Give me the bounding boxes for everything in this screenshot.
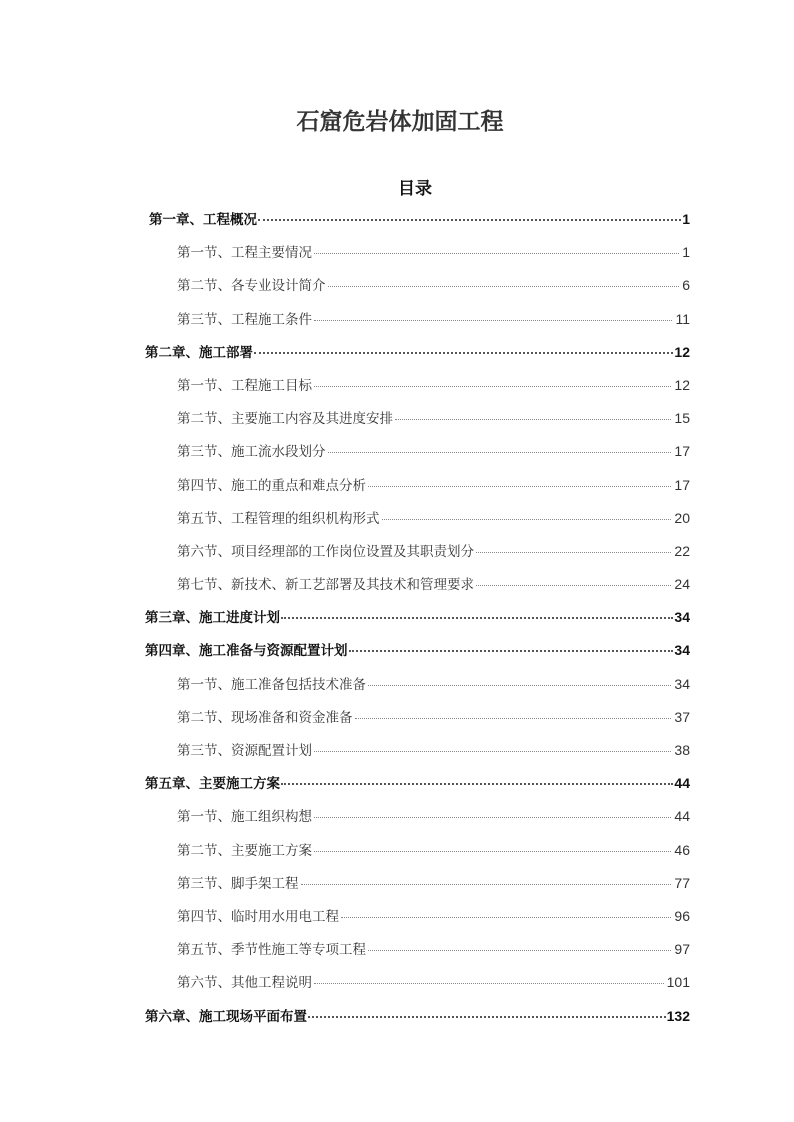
toc-entry-label: 第三节、资源配置计划: [177, 743, 312, 759]
toc-entry-label: 第五节、工程管理的组织机构形式: [177, 510, 380, 527]
dot-leader: [476, 552, 671, 553]
toc-entry-section[interactable]: [145, 938, 690, 971]
dot-leader: [281, 617, 673, 619]
toc-entry-section[interactable]: [145, 407, 690, 440]
toc-entry-page: 96: [674, 907, 690, 924]
toc-entry-page: 44: [674, 808, 690, 825]
dot-leader: [254, 352, 673, 354]
toc-entry-label: 第四节、施工的重点和难点分析: [177, 477, 366, 494]
table-of-contents: [145, 208, 690, 1038]
toc-entry-section[interactable]: [145, 274, 690, 307]
toc-entry-label: 第一节、工程主要情况: [177, 245, 312, 262]
toc-entry-label: 第五章、主要施工方案: [145, 776, 280, 793]
toc-entry-page: 38: [674, 742, 690, 758]
toc-entry-chapter-4[interactable]: [145, 639, 690, 672]
toc-entry-page: 44: [674, 775, 690, 792]
toc-entry-chapter-3[interactable]: [145, 606, 690, 639]
toc-entry-chapter-1[interactable]: [145, 208, 690, 241]
toc-entry-page: 1: [682, 244, 690, 261]
toc-entry-page: 24: [674, 576, 690, 593]
toc-entry-section[interactable]: [145, 805, 690, 838]
toc-entry-page: 37: [674, 708, 690, 725]
dot-leader: [314, 751, 671, 752]
toc-entry-chapter-2[interactable]: [145, 341, 690, 374]
toc-entry-label: 第二节、主要施工方案: [177, 842, 312, 859]
toc-entry-label: 第一节、施工组织构想: [177, 809, 312, 826]
toc-entry-page: 1: [682, 211, 690, 227]
toc-entry-page: 20: [674, 509, 690, 526]
toc-entry-section[interactable]: [145, 573, 690, 606]
dot-leader: [314, 386, 671, 387]
toc-entry-page: 34: [674, 609, 690, 626]
toc-heading: 目录: [398, 179, 432, 199]
toc-entry-page: 46: [674, 841, 690, 858]
toc-entry-page: 6: [682, 277, 690, 294]
toc-entry-label: 第七节、新技术、新工艺部署及其技术和管理要求: [177, 577, 474, 594]
toc-entry-section[interactable]: [145, 706, 690, 739]
toc-entry-page: 17: [674, 443, 690, 460]
dot-leader: [314, 320, 672, 321]
toc-entry-label: 第四章、施工准备与资源配置计划: [145, 643, 348, 660]
toc-entry-label: 第六章、施工现场平面布置: [145, 1008, 307, 1025]
toc-entry-label: 第三节、工程施工条件: [177, 311, 312, 328]
dot-leader: [382, 519, 672, 520]
toc-entry-page: 97: [674, 941, 690, 958]
document-title: 石窟危岩体加固工程: [296, 109, 504, 135]
toc-entry-chapter-6[interactable]: [145, 1005, 690, 1038]
dot-leader: [314, 983, 664, 984]
toc-entry-section[interactable]: [145, 540, 690, 573]
dot-leader: [314, 851, 671, 852]
toc-entry-page: 34: [674, 675, 690, 692]
dot-leader: [314, 817, 671, 818]
dot-leader: [328, 286, 680, 287]
dot-leader: [281, 783, 673, 785]
toc-entry-page: 12: [674, 376, 690, 393]
toc-entry-section[interactable]: [145, 872, 690, 905]
toc-entry-page: 11: [675, 310, 690, 327]
dot-leader: [368, 950, 671, 951]
toc-entry-section[interactable]: [145, 839, 690, 872]
toc-entry-label: 第一节、工程施工目标: [177, 377, 312, 394]
toc-entry-label: 第二节、现场准备和资金准备: [177, 709, 353, 726]
toc-entry-label: 第二节、主要施工内容及其进度安排: [177, 411, 393, 428]
toc-entry-label: 第五节、季节性施工等专项工程: [177, 942, 366, 959]
toc-entry-section[interactable]: [145, 739, 690, 772]
dot-leader: [355, 718, 672, 719]
toc-entry-section[interactable]: [145, 374, 690, 407]
toc-entry-page: 15: [674, 410, 690, 427]
toc-entry-page: 132: [666, 1007, 690, 1024]
toc-entry-page: 22: [674, 542, 690, 559]
toc-entry-label: 第二章、施工部署: [145, 344, 253, 361]
toc-entry-chapter-5[interactable]: [145, 772, 690, 805]
toc-entry-page: 34: [674, 642, 690, 659]
toc-entry-section[interactable]: [145, 440, 690, 473]
toc-entry-section[interactable]: [145, 308, 690, 341]
dot-leader: [368, 486, 671, 487]
dot-leader: [395, 419, 671, 420]
toc-entry-section[interactable]: [145, 971, 690, 1004]
dot-leader: [314, 253, 679, 254]
toc-entry-section[interactable]: [145, 474, 690, 507]
toc-entry-page: 77: [674, 874, 690, 891]
toc-entry-section[interactable]: [145, 905, 690, 938]
toc-entry-label: 第三章、施工进度计划: [145, 610, 280, 627]
toc-entry-page: 12: [674, 343, 690, 360]
dot-leader: [368, 685, 671, 686]
toc-entry-label: 第二节、各专业设计简介: [177, 278, 326, 295]
toc-entry-label: 第三节、脚手架工程: [177, 875, 299, 892]
toc-entry-page: 101: [666, 974, 690, 991]
toc-entry-label: 第一节、施工准备包括技术准备: [177, 676, 366, 693]
dot-leader: [476, 585, 671, 586]
toc-entry-label: 第三节、施工流水段划分: [177, 444, 326, 461]
dot-leader: [349, 650, 674, 652]
toc-entry-label: 第六节、项目经理部的工作岗位设置及其职责划分: [177, 543, 474, 560]
dot-leader: [341, 917, 671, 918]
dot-leader: [328, 452, 672, 453]
toc-entry-page: 17: [674, 476, 690, 493]
dot-leader: [308, 1016, 666, 1018]
toc-entry-section[interactable]: [145, 673, 690, 706]
toc-entry-label: 第六节、其他工程说明: [177, 975, 312, 992]
toc-entry-label: 第一章、工程概况: [149, 212, 257, 228]
toc-entry-section[interactable]: [145, 507, 690, 540]
dot-leader: [301, 884, 672, 885]
toc-entry-label: 第四节、临时用水用电工程: [177, 908, 339, 925]
toc-entry-section[interactable]: [145, 241, 690, 274]
dot-leader: [258, 219, 681, 221]
